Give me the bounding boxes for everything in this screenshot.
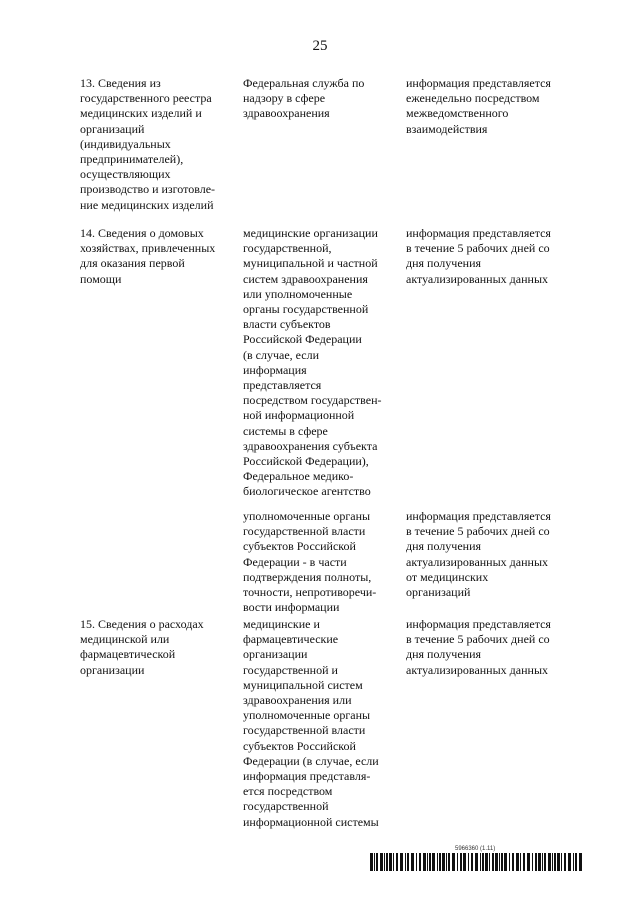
row-14-item-name: 14. Сведения о домовых хозяйствах, привлеченных для оказания первой помощи	[80, 226, 216, 286]
row-14-provider: медицинские организации государственной, муниципальной и частной систем здравоохранения или уполномоченные органы государственной власти субъектов Российской Федерации (в случае, если информация представляется посредством государствен- ной информационной системы в сфере здравоохранения субъекта Российской Федерации), Федеральное медико- биологическое агентство	[243, 226, 382, 499]
document-code: 5966360 (1.11)	[455, 846, 496, 852]
row-15-item-name: 15. Сведения о расходах медицинской или фармацевтической организации	[80, 617, 204, 677]
row-15-schedule: информация представляется в течение 5 рабочих дней со дня получения актуализированных данных	[406, 617, 551, 677]
row-15-provider: медицинские и фармацевтические организации государственной и муниципальной систем здравоохранения или уполномоченные органы государственной власти субъектов Российской Федерации (в случае, если информация представля- ется посредством государственной информационной системы	[243, 617, 379, 829]
row-13-item-name: 13. Сведения из государственного реестра медицинских изделий и организаций (индивидуальных предпринимателей), осуществляющих производство и изготовле- ние медицинских изделий	[80, 76, 216, 212]
row-14b-provider: уполномоченные органы государственной власти субъектов Российской Федерации - в части подтверждения полноты, точности, непротиворечи- вости информации	[243, 509, 377, 615]
row-14-schedule: информация представляется в течение 5 рабочих дней со дня получения актуализированных данных	[406, 226, 551, 286]
row-13-provider: Федеральная служба по надзору в сфере здравоохранения	[243, 76, 365, 121]
page-number: 25	[312, 38, 328, 54]
barcode-image	[370, 853, 582, 871]
row-14b-schedule: информация представляется в течение 5 рабочих дней со дня получения актуализированных данных от медицинских организаций	[406, 509, 551, 600]
row-13-schedule: информация представляется еженедельно посредством межведомственного взаимодействия	[406, 76, 551, 136]
